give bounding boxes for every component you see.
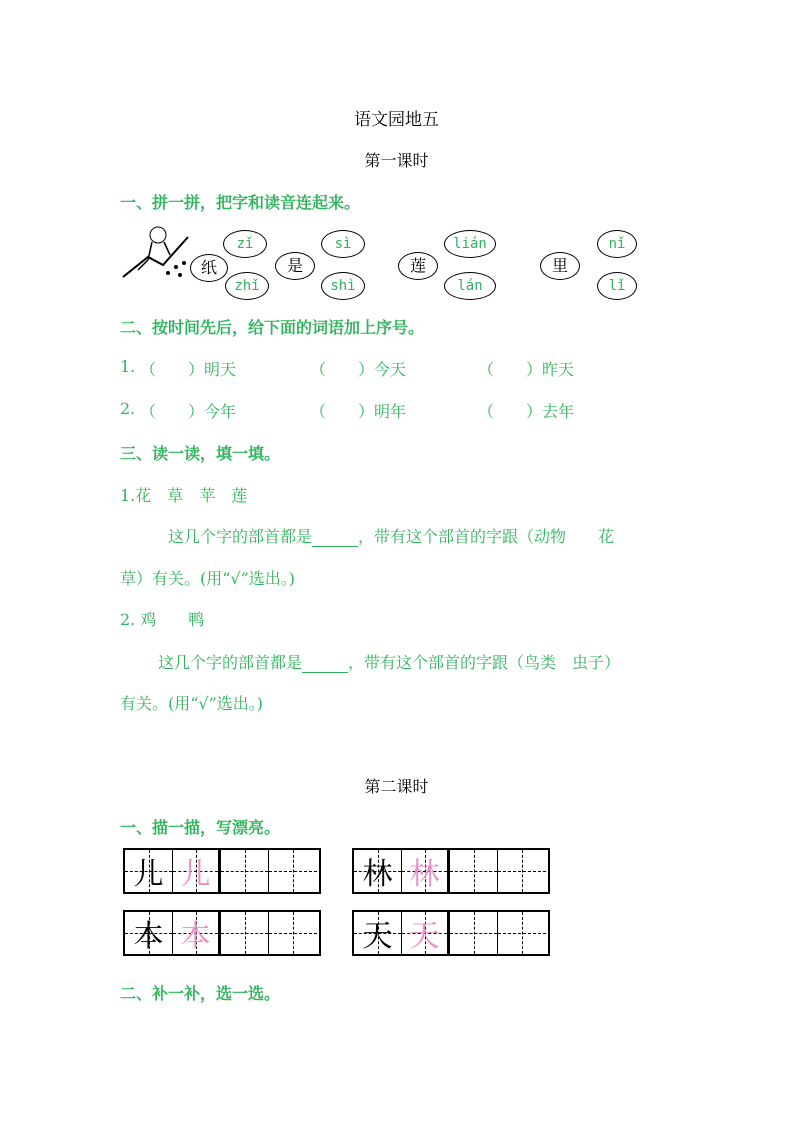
writing-grid — [352, 910, 550, 956]
order-item[interactable]: （ ）今天 — [310, 360, 407, 379]
q1-heading: 一、拼一拼，把字和读音连起来。 — [120, 193, 361, 212]
pinyin-oval[interactable]: zǐ — [223, 230, 267, 258]
order-item[interactable]: （ ）明年 — [310, 402, 407, 421]
writing-grid — [123, 848, 321, 894]
grid-cell — [125, 850, 173, 892]
q2-heading: 二、按时间先后，给下面的词语加上序号。 — [120, 318, 425, 337]
order-item[interactable]: （ ）明天 — [140, 360, 237, 379]
char-oval[interactable]: 是 — [275, 252, 315, 280]
grid-cell — [173, 912, 221, 954]
grid-cell — [173, 850, 221, 892]
trace-char[interactable]: 林 — [409, 857, 440, 892]
order-item[interactable]: （ ）昨天 — [478, 360, 575, 379]
char-oval[interactable]: 里 — [540, 252, 580, 280]
writing-grid — [123, 910, 321, 956]
model-char: 林 — [362, 857, 393, 892]
grid-cell[interactable] — [498, 912, 546, 954]
l2-q1-heading: 一、描一描，写漂亮。 — [120, 818, 281, 837]
pinyin-oval[interactable]: lián — [444, 230, 496, 258]
trace-char[interactable]: 儿 — [180, 857, 211, 892]
lesson2-title: 第二课时 — [364, 777, 429, 796]
model-char: 本 — [133, 919, 164, 954]
row-number: 1. — [120, 357, 136, 376]
text: 这几个字的部首都是 — [168, 527, 313, 546]
pinyin-oval[interactable]: sì — [321, 230, 365, 258]
q3-item1-line2: 草）有关。(用“√”选出。) — [120, 569, 296, 588]
grid-cell[interactable] — [221, 912, 269, 954]
model-char: 天 — [362, 919, 393, 954]
illustration-boy-icon — [118, 215, 198, 285]
page-title: 语文园地五 — [354, 110, 439, 130]
trace-char[interactable]: 天 — [409, 919, 440, 954]
grid-cell — [354, 912, 402, 954]
pinyin-oval[interactable]: zhǐ — [225, 272, 269, 300]
grid-cell[interactable] — [269, 912, 317, 954]
grid-cell — [402, 850, 450, 892]
grid-cell — [125, 912, 173, 954]
q3-item2-line2: 有关。(用“√”选出。) — [120, 694, 264, 713]
q3-item1-line1 — [168, 524, 614, 547]
q3-heading: 三、读一读，填一填。 — [120, 444, 281, 463]
char-oval[interactable]: 纸 — [190, 254, 228, 282]
order-item[interactable]: （ ）去年 — [478, 402, 575, 421]
q3-item1-chars: 1.花 草 苹 莲 — [120, 486, 248, 505]
row-number: 2. — [120, 399, 136, 418]
grid-cell[interactable] — [450, 850, 498, 892]
answer-blank[interactable] — [302, 653, 348, 673]
char-oval[interactable]: 莲 — [398, 252, 438, 280]
q3-item2-line1 — [158, 650, 620, 673]
answer-blank[interactable] — [312, 527, 358, 547]
grid-cell[interactable] — [450, 912, 498, 954]
writing-grid — [352, 848, 550, 894]
lesson1-title: 第一课时 — [364, 151, 429, 170]
text: 这几个字的部首都是 — [158, 653, 303, 672]
grid-cell[interactable] — [498, 850, 546, 892]
grid-cell[interactable] — [269, 850, 317, 892]
pinyin-oval[interactable]: nǐ — [597, 230, 637, 258]
text: ，带有这个部首的字跟（动物 花 — [358, 527, 615, 546]
q3-item2-chars: 2. 鸡 鸭 — [120, 610, 205, 629]
grid-cell[interactable] — [221, 850, 269, 892]
pinyin-oval[interactable]: lǐ — [597, 272, 637, 300]
grid-cell — [354, 850, 402, 892]
order-item[interactable]: （ ）今年 — [140, 402, 237, 421]
trace-char[interactable]: 本 — [180, 919, 211, 954]
pinyin-oval[interactable]: lán — [444, 272, 496, 300]
pinyin-oval[interactable]: shì — [321, 272, 365, 300]
l2-q2-heading: 二、补一补，选一选。 — [120, 984, 281, 1003]
grid-cell — [402, 912, 450, 954]
model-char: 儿 — [133, 857, 164, 892]
text: ，带有这个部首的字跟（鸟类 虫子） — [348, 653, 621, 672]
